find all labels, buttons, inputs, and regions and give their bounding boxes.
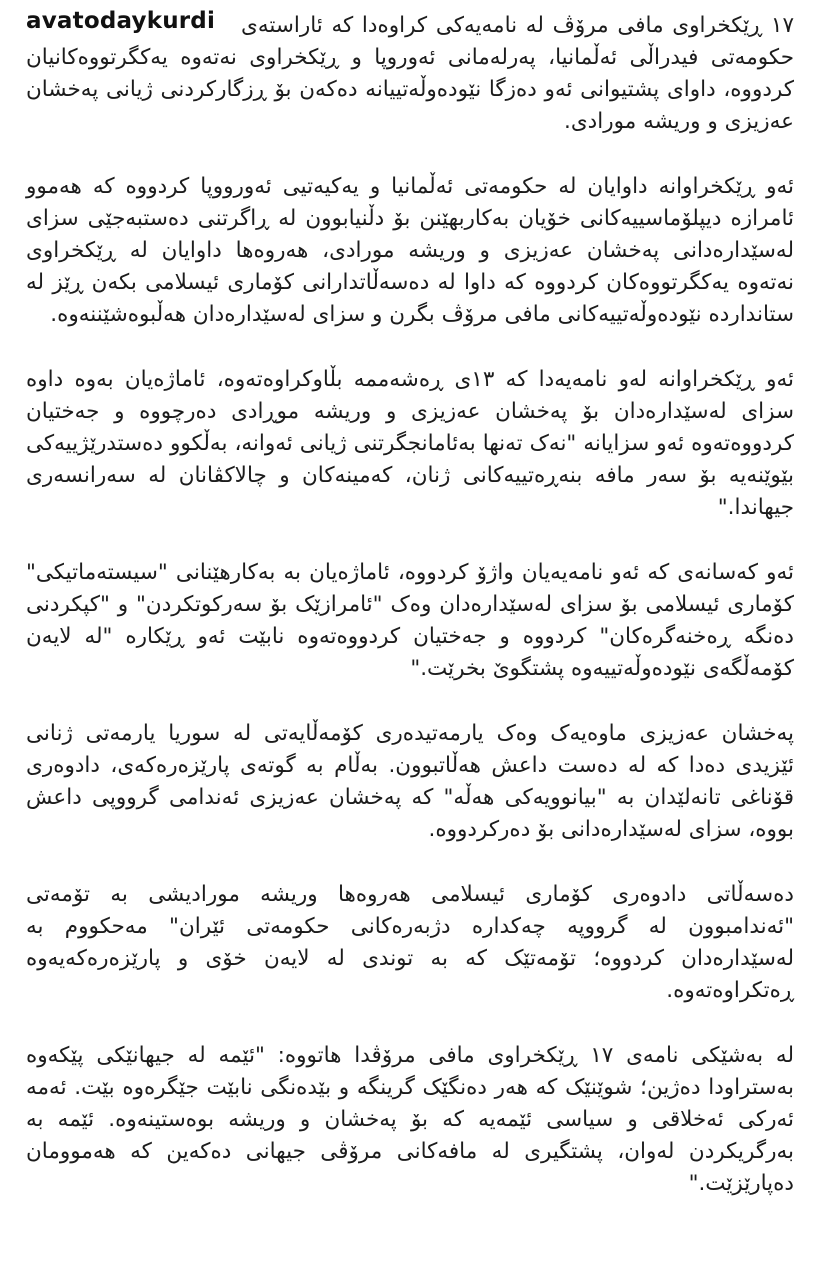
paragraph-6: دەسەڵاتی دادوەری کۆماری ئیسلامی هەروەها وریشە مورادیشی بە تۆمەتی "ئەندامبوون لە گرووپە چەکدارە دژبەرەکانی حکومەتی ئێران" مەحکووم بە لەسێدارەدان کردووە؛ تۆمەتێک کە بە توندی لە لایەن خۆی و پارێزەرەکەیەوە ڕەتکراوەتەوە. [26, 882, 794, 1003]
paragraph-text: ١٧ ڕێکخراوی مافی مرۆڤ لە نامەیەکی کراوەدا کە ئاراستەی حکومەتی فیدراڵی ئەڵمانیا، پەرلەمانی ئەوروپا و ڕێکخراوی نەتەوە یەکگرتووەکانیان کردووە، داوای پشتیوانی ئەو دەزگا نێودەوڵەتییانە دەکەن بۆ ڕزگارکردنی ژیانی پەخشان عەزیزی و وریشە مورادی. [26, 13, 794, 134]
account-username[interactable]: avatodaykurdi [26, 8, 216, 34]
post-body [26, 10, 794, 1200]
paragraph-4: ئەو کەسانەی کە ئەو نامەیەیان واژۆ کردووە، ئاماژەیان بە بەکارهێنانی "سیستەماتیکی" کۆماری ئیسلامی بۆ سزای لەسێدارەدان وەک "ئامرازێک بۆ سەرکوتکردن" و "کپکردنی دەنگە ڕەخنەگرەکان" کردووە و جەختیان کردووەتەوە نابێت ئەو ڕێکارە "لە لایەن کۆمەڵگەی نێودەوڵەتییەوە پشتگوێ بخرێت." [26, 560, 794, 681]
paragraph-2: ئەو ڕێکخراوانە داوایان لە حکومەتی ئەڵمانیا و یەکیەتیی ئەورووپا کردووە کە هەموو ئامرازە دیپلۆماسییەکانی خۆیان بەکاربهێنن بۆ دڵنیابوون لە ڕاگرتنی دەستبەجێی سزای لەسێدارەدانی پەخشان عەزیزی و وریشە مورادی، هەروەها داوایان لە ڕێکخراوی نەتەوە یەکگرتووەکان کردووە کە داوا لە دەسەڵاتدارانی کۆماری ئیسلامی بکەن ڕێز لە ستانداردە نێودەوڵەتییەکانی مافی مرۆڤ بگرن و سزای لەسێدارەدان هەڵبوەشێننەوە. [26, 174, 794, 327]
paragraph-3: ئەو ڕێکخراوانە لەو نامەیەدا کە ١٣ی ڕەشەممە بڵاوکراوەتەوە، ئاماژەیان بەوە داوە سزای لەسێدارەدان بۆ پەخشان عەزیزی و وریشە موڕادی دەرچووە و جەختیان کردووەتەوە ئەو سزایانە "نەک تەنها بەئامانجگرتنی ژیانی ئەوانە، بەڵکوو دەستدرێژییەکی بێوێنەیە بۆ سەر مافە بنەڕەتییەکانی ژنان، کەمینەکان و چالاکڤانان لە سەرانسەری جیهاندا." [26, 367, 794, 520]
paragraph-5: پەخشان عەزیزی ماوەیەک وەک یارمەتیدەری کۆمەڵایەتی لە سوریا یارمەتی ژنانی ئێزیدی دەدا کە لە دەست داعش هەڵاتبوون. بەڵام بە گوتەی پارێزەرەکەی، دادوەری قۆناغی تانەلێدان بە "بیانوویەکی هەڵە" کە پەخشان عەزیزی ئەندامی گرووپی داعش بووە، سزای لەسێدارەدانی بۆ دەرکردووە. [26, 721, 794, 842]
paragraph-7: لە بەشێکی نامەی ١٧ ڕێکخراوی مافی مرۆڤدا هاتووە: "ئێمە لە جیهانێکی پێکەوە بەستراودا دەژین؛ شوێنێک کە هەر دەنگێک گرینگە و بێدەنگی نابێت جێگرەوە بێت. ئەمە ئەرکی ئەخلاقی و سیاسی ئێمەیە کە بۆ پەخشان و وریشە بوەستینەوە. ئێمە بە بەرگریکردن لەوان، پشتگیری لە مافەکانی مرۆڤی جیهانی دەکەین کە هەموومان دەپارێزێت." [26, 1043, 794, 1196]
